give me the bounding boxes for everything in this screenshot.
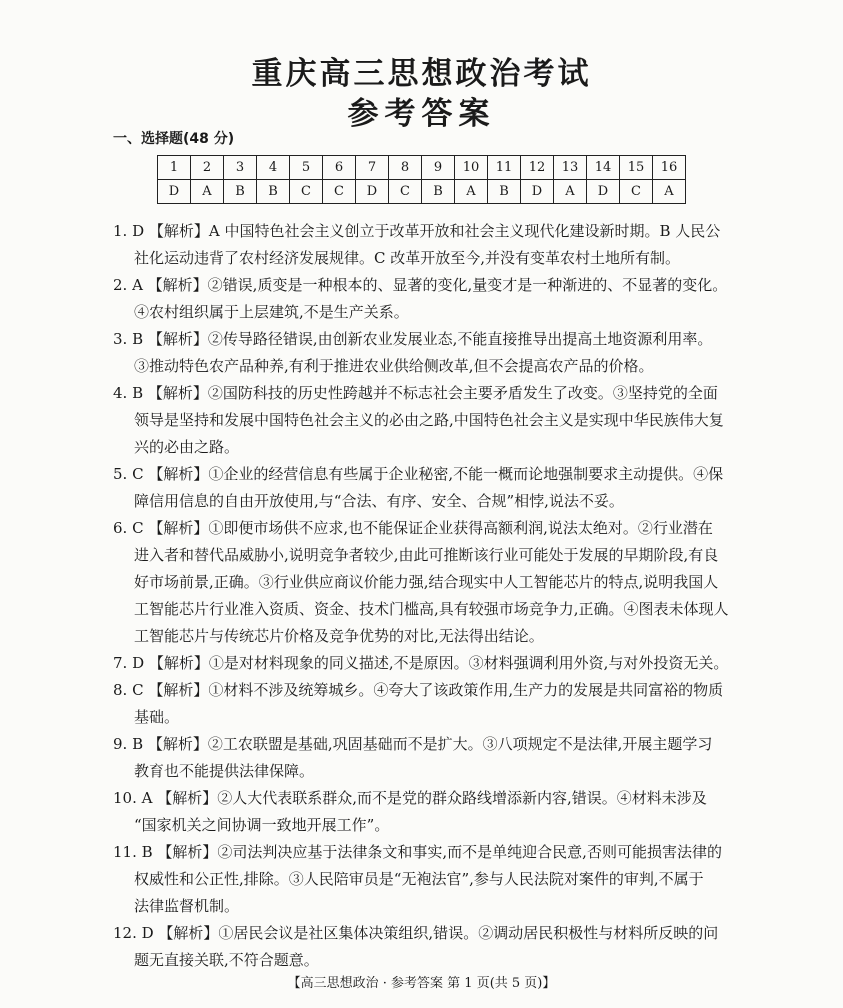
question-number-cell: 2 xyxy=(191,156,224,180)
explanation-line: 10. A 【解析】②人大代表联系群众,而不是党的群众路线增添新内容,错误。④材料未涉及 xyxy=(113,789,707,807)
answer-cell: D xyxy=(356,180,389,204)
explanation-item xyxy=(113,218,738,272)
question-number-cell: 13 xyxy=(554,156,587,180)
explanation-line: 8. C 【解析】①材料不涉及统筹城乡。④夸大了该政策作用,生产力的发展是共同富裕的物质 xyxy=(113,681,724,699)
explanation-item xyxy=(113,380,738,461)
explanation-line: 工智能芯片与传统芯片价格及竞争优势的对比,无法得出结论。 xyxy=(134,627,544,645)
question-number-cell: 7 xyxy=(356,156,389,180)
answer-cell: C xyxy=(389,180,422,204)
explanation-line: 1. D 【解析】A 中国特色社会主义创立于改革开放和社会主义现代化建设新时期。B 人民公 xyxy=(113,222,721,240)
page-title: 重庆高三思想政治考试 xyxy=(251,56,592,92)
answer-cell: A xyxy=(455,180,488,204)
answer-cell: C xyxy=(323,180,356,204)
explanation-line: 工智能芯片行业准入资质、资金、技术门槛高,具有较强市场竞争力,正确。④图表未体现人 xyxy=(134,600,729,618)
explanation-line: 障信用信息的自由开放使用,与“合法、有序、安全、合规”相悖,说法不妥。 xyxy=(134,492,624,510)
explanation-line: 教育也不能提供法律保障。 xyxy=(134,762,315,780)
section-heading: 一、选择题(48 分) xyxy=(113,131,235,147)
explanation-item xyxy=(113,731,738,785)
question-number-cell: 1 xyxy=(158,156,191,180)
answer-cell: B xyxy=(422,180,455,204)
question-number-cell: 12 xyxy=(521,156,554,180)
explanation-line: 11. B 【解析】②司法判决应基于法律条文和事实,而不是单纯迎合民意,否则可能损害法律的 xyxy=(113,843,722,861)
answer-cell: A xyxy=(191,180,224,204)
answer-cell: B xyxy=(257,180,290,204)
answer-cell: A xyxy=(653,180,686,204)
explanation-line: 3. B 【解析】②传导路径错误,由创新农业发展业态,不能直接推导出提高土地资源利用率。 xyxy=(113,330,713,348)
explanation-line: 2. A 【解析】②错误,质变是一种根本的、显著的变化,量变才是一种渐进的、不显著的变化。 xyxy=(113,276,728,294)
question-number-cell: 9 xyxy=(422,156,455,180)
question-number-cell: 8 xyxy=(389,156,422,180)
question-number-cell: 3 xyxy=(224,156,257,180)
question-number-cell: 16 xyxy=(653,156,686,180)
explanation-line: 好市场前景,正确。③行业供应商议价能力强,结合现实中人工智能芯片的特点,说明我国人 xyxy=(134,573,719,591)
explanation-item xyxy=(113,515,738,650)
answer-table xyxy=(157,155,686,204)
explanation-line: 兴的必由之路。 xyxy=(134,438,240,456)
explanation-line: 4. B 【解析】②国防科技的历史性跨越并不标志社会主要矛盾发生了改变。③坚持党的全面 xyxy=(113,384,718,402)
explanation-line: ③推动特色农产品种养,有利于推进农业供给侧改革,但不会提高农产品的价格。 xyxy=(134,357,654,375)
explanation-item xyxy=(113,920,738,974)
explanation-line: 9. B 【解析】②工农联盟是基础,巩固基础而不是扩大。③八项规定不是法律,开展主题学习 xyxy=(113,735,713,753)
explanation-item xyxy=(113,785,738,839)
answer-table-number-row xyxy=(158,156,686,180)
explanation-item xyxy=(113,326,738,380)
explanation-line: ④农村组织属于上层建筑,不是生产关系。 xyxy=(134,303,409,321)
question-number-cell: 10 xyxy=(455,156,488,180)
answer-cell: A xyxy=(554,180,587,204)
explanation-line: 社化运动违背了农村经济发展规律。C 改革开放至今,并没有变革农村土地所有制。 xyxy=(134,249,681,267)
explanation-line: 题无直接关联,不符合题意。 xyxy=(134,951,319,969)
explanation-line: 7. D 【解析】①是对材料现象的同义描述,不是原因。③材料强调利用外资,与对外投资无关。 xyxy=(113,654,729,672)
answer-cell: D xyxy=(521,180,554,204)
question-number-cell: 14 xyxy=(587,156,620,180)
question-number-cell: 4 xyxy=(257,156,290,180)
explanation-line: 5. C 【解析】①企业的经营信息有些属于企业秘密,不能一概而论地强制要求主动提供。④保 xyxy=(113,465,724,483)
question-number-cell: 6 xyxy=(323,156,356,180)
explanation-line: “国家机关之间协调一致地开展工作”。 xyxy=(134,816,390,834)
explanation-line: 基础。 xyxy=(134,708,180,726)
explanation-line: 权威性和公正性,排除。③人民陪审员是“无袍法官”,参与人民法院对案件的审判,不属于 xyxy=(134,870,704,888)
answer-cell: D xyxy=(158,180,191,204)
answer-cell: C xyxy=(620,180,653,204)
answer-cell: C xyxy=(290,180,323,204)
page-footer: 【高三思想政治 · 参考答案 第 1 页(共 5 页)】 xyxy=(287,976,556,991)
explanation-line: 进入者和替代品威胁小,说明竞争者较少,由此可推断该行业可能处于发展的早期阶段,有良 xyxy=(134,546,719,564)
question-number-cell: 5 xyxy=(290,156,323,180)
explanation-line: 12. D 【解析】①居民会议是社区集体决策组织,错误。②调动居民积极性与材料所反映的问 xyxy=(113,924,719,942)
explanation-item xyxy=(113,650,738,677)
answer-cell: D xyxy=(587,180,620,204)
question-number-cell: 15 xyxy=(620,156,653,180)
explanation-line: 领导是坚持和发展中国特色社会主义的必由之路,中国特色社会主义是实现中华民族伟大复 xyxy=(134,411,724,429)
explanation-item xyxy=(113,272,738,326)
answer-table-answer-row xyxy=(158,180,686,204)
page-subtitle: 参考答案 xyxy=(347,96,496,132)
question-number-cell: 11 xyxy=(488,156,521,180)
explanation-item xyxy=(113,839,738,920)
explanation-item xyxy=(113,677,738,731)
answer-cell: B xyxy=(224,180,257,204)
explanation-line: 6. C 【解析】①即便市场供不应求,也不能保证企业获得高额利润,说法太绝对。②行业潜在 xyxy=(113,519,713,537)
explanation-line: 法律监督机制。 xyxy=(134,897,240,915)
answer-cell: B xyxy=(488,180,521,204)
explanation-item xyxy=(113,461,738,515)
